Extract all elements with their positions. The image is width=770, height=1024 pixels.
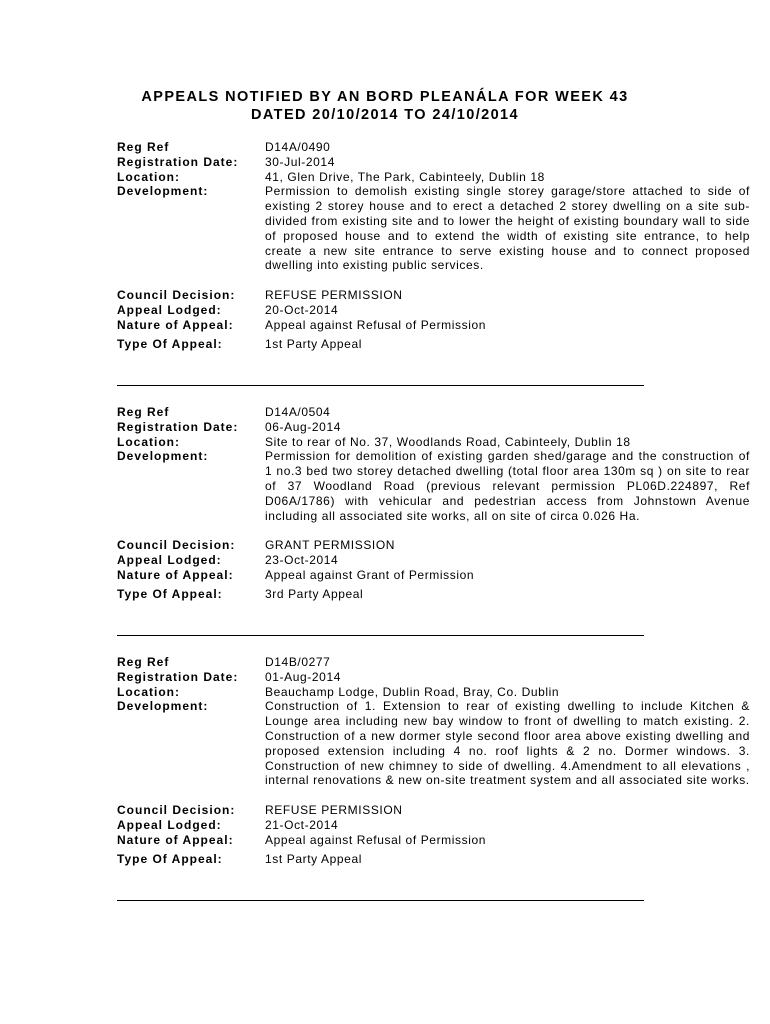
location-value: Site to rear of No. 37, Woodlands Road, Cabinteely, Dublin 18 xyxy=(265,434,631,449)
appeal-lodged-row xyxy=(117,818,750,833)
nature-of-appeal-row xyxy=(117,568,750,583)
development-label: Development: xyxy=(117,449,209,464)
nature-of-appeal-row xyxy=(117,318,750,333)
development-label: Development: xyxy=(117,699,209,714)
type-of-appeal-label: Type Of Appeal: xyxy=(117,586,223,601)
appeal-lodged-label: Appeal Lodged: xyxy=(117,817,222,832)
registration-date-label: Registration Date: xyxy=(117,669,239,684)
type-of-appeal-value: 3rd Party Appeal xyxy=(265,586,364,601)
nature-of-appeal-value: Appeal against Refusal of Permission xyxy=(265,832,487,847)
registration-date-row xyxy=(117,670,750,685)
appeal-lodged-value: 23-Oct-2014 xyxy=(265,553,339,568)
appeal-record xyxy=(117,405,750,602)
location-label: Location: xyxy=(117,169,180,184)
location-row xyxy=(117,170,750,185)
nature-of-appeal-label: Nature of Appeal: xyxy=(117,317,234,332)
section-divider xyxy=(117,900,644,901)
nature-of-appeal-value: Appeal against Grant of Permission xyxy=(265,567,475,582)
council-decision-value: GRANT PERMISSION xyxy=(265,538,396,553)
development-row xyxy=(117,184,750,273)
registration-date-value: 30-Jul-2014 xyxy=(265,154,335,169)
council-decision-row xyxy=(117,538,750,553)
council-decision-label: Council Decision: xyxy=(117,538,236,553)
registration-date-row xyxy=(117,420,750,435)
nature-of-appeal-row xyxy=(117,833,750,848)
location-row xyxy=(117,435,750,450)
registration-date-label: Registration Date: xyxy=(117,154,239,169)
type-of-appeal-label: Type Of Appeal: xyxy=(117,336,223,351)
registration-date-label: Registration Date: xyxy=(117,419,239,434)
council-decision-row xyxy=(117,803,750,818)
type-of-appeal-value: 1st Party Appeal xyxy=(265,336,362,351)
development-row xyxy=(117,449,750,523)
type-of-appeal-value: 1st Party Appeal xyxy=(265,851,362,866)
document-title: APPEALS NOTIFIED BY AN BORD PLEANÁLA FOR WEEK 43 xyxy=(141,89,629,105)
reg-ref-label: Reg Ref xyxy=(117,140,170,154)
reg-ref-value: D14A/0504 xyxy=(265,405,331,419)
registration-date-row xyxy=(117,155,750,170)
appeal-lodged-value: 20-Oct-2014 xyxy=(265,302,339,317)
reg-ref-row xyxy=(117,655,750,670)
reg-ref-row xyxy=(117,405,750,420)
type-of-appeal-label: Type Of Appeal: xyxy=(117,851,223,866)
nature-of-appeal-label: Nature of Appeal: xyxy=(117,832,234,847)
appeal-lodged-row xyxy=(117,553,750,568)
appeal-lodged-value: 21-Oct-2014 xyxy=(265,817,339,832)
type-of-appeal-row xyxy=(117,852,750,867)
council-decision-value: REFUSE PERMISSION xyxy=(265,288,403,303)
section-divider xyxy=(117,635,644,636)
development-label: Development: xyxy=(117,184,209,199)
registration-date-value: 01-Aug-2014 xyxy=(265,669,341,684)
type-of-appeal-row xyxy=(117,337,750,352)
location-value: Beauchamp Lodge, Dublin Road, Bray, Co. Dublin xyxy=(265,684,560,699)
nature-of-appeal-value: Appeal against Refusal of Permission xyxy=(265,317,487,332)
development-value: Permission for demolition of existing garden shed/garage and the construction of 1 no.3 bed two storey detached dwelling (total floor area 130m sq ) on site to rear of 37 Woodland Road (previous relevant permission PL06D.224897, Ref D06A/1786) with vehicular and pedestrian access from Johnstown Avenue including all associated site works, all on site of circa 0.026 Ha. xyxy=(265,449,750,523)
appeal-record xyxy=(117,140,750,351)
council-decision-value: REFUSE PERMISSION xyxy=(265,803,403,818)
section-divider xyxy=(117,385,644,386)
development-value: Permission to demolish existing single storey garage/store attached to side of existing 2 storey house and to erect a detached 2 storey dwelling on a site sub-divided from existing site and to lower the height of existing boundary wall to side of proposed house and to extend the width of existing site entrance, to help create a new site entrance to serve existing house and to connect proposed dwelling into existing public services. xyxy=(265,184,750,273)
reg-ref-row xyxy=(117,140,750,155)
location-label: Location: xyxy=(117,434,180,449)
reg-ref-label: Reg Ref xyxy=(117,655,170,669)
registration-date-value: 06-Aug-2014 xyxy=(265,419,341,434)
reg-ref-value: D14A/0490 xyxy=(265,140,331,154)
location-value: 41, Glen Drive, The Park, Cabinteely, Dublin 18 xyxy=(265,169,545,184)
location-row xyxy=(117,685,750,700)
council-decision-row xyxy=(117,288,750,303)
appeal-lodged-label: Appeal Lodged: xyxy=(117,302,222,317)
appeal-lodged-label: Appeal Lodged: xyxy=(117,553,222,568)
nature-of-appeal-label: Nature of Appeal: xyxy=(117,567,234,582)
reg-ref-value: D14B/0277 xyxy=(265,655,331,669)
location-label: Location: xyxy=(117,684,180,699)
appeal-lodged-row xyxy=(117,303,750,318)
appeal-record xyxy=(117,655,750,866)
type-of-appeal-row xyxy=(117,587,750,602)
development-value: Construction of 1. Extension to rear of existing dwelling to include Kitchen & Lounge area including new bay window to front of dwelling to match existing. 2. Construction of a new dormer style second floor area above existing dwelling and proposed extension including 4 no. roof lights & 2 no. Dormer windows. 3. Construction of new chimney to side of dwelling. 4.Amendment to all elevations , internal renovations & new on-site treatment system and all associated site works. xyxy=(265,699,750,788)
document-date-range: DATED 20/10/2014 TO 24/10/2014 xyxy=(251,107,519,123)
reg-ref-label: Reg Ref xyxy=(117,405,170,419)
council-decision-label: Council Decision: xyxy=(117,803,236,818)
development-row xyxy=(117,699,750,788)
council-decision-label: Council Decision: xyxy=(117,288,236,303)
